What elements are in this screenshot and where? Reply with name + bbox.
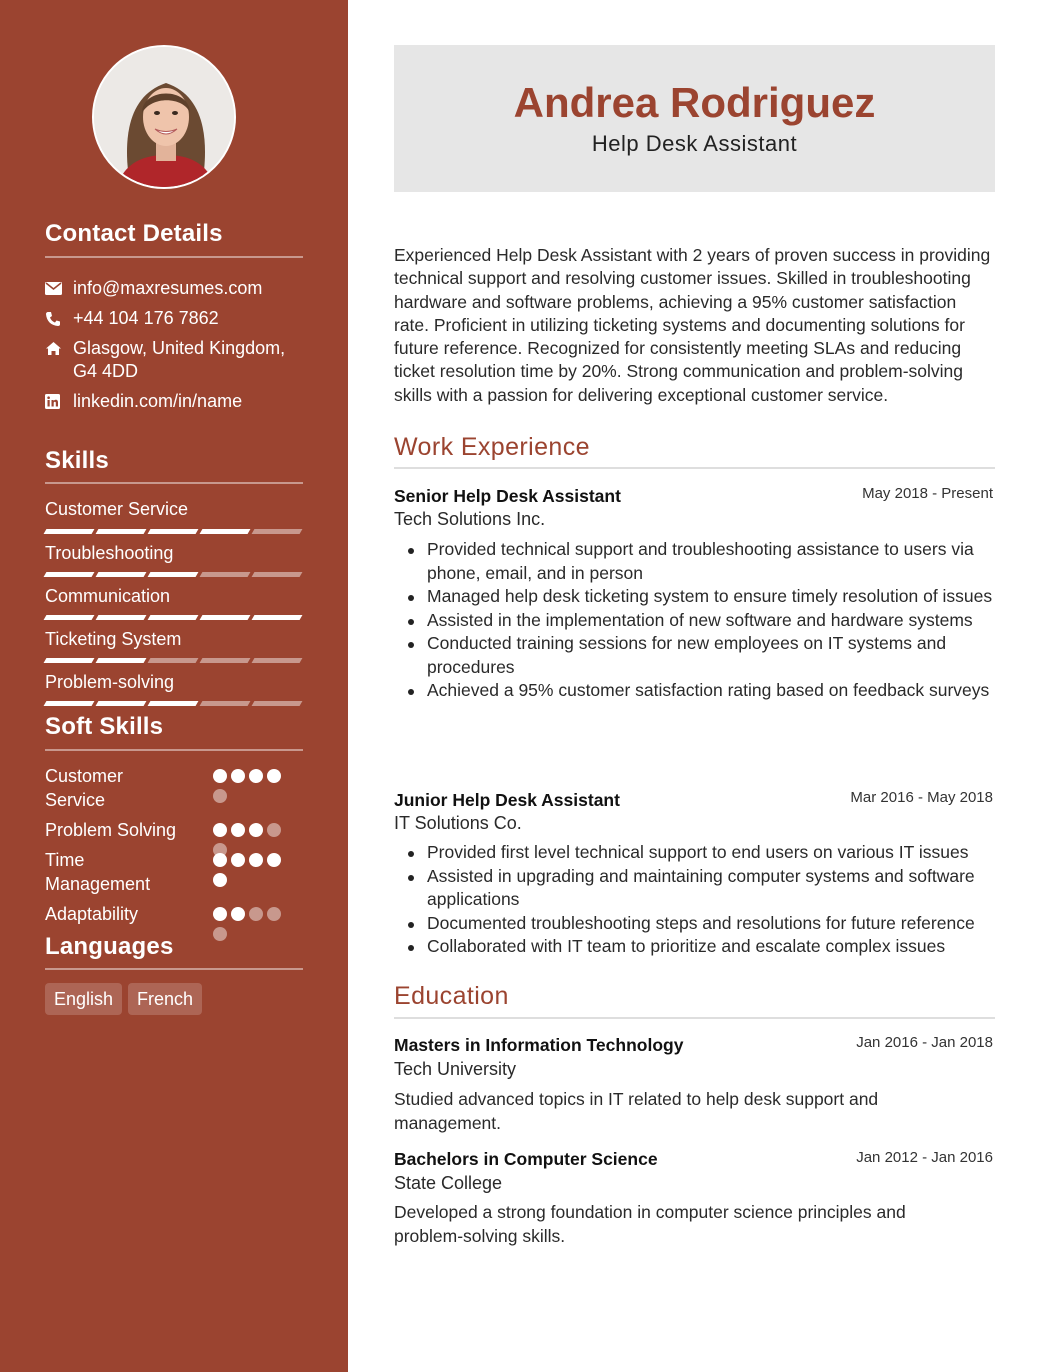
job-company: IT Solutions Co. xyxy=(394,813,522,833)
rating-dot xyxy=(249,907,263,921)
list-item: Collaborated with IT team to prioritize and escalate complex issues xyxy=(405,935,995,959)
home-icon xyxy=(45,337,73,360)
phone-text: +44 104 176 7862 xyxy=(73,308,219,328)
rating-dot xyxy=(267,907,281,921)
skill-level-segment xyxy=(200,701,251,706)
skill-level-segment xyxy=(148,701,199,706)
rating-dot xyxy=(267,769,281,783)
skill-bar xyxy=(45,701,303,706)
job-role: Junior Help Desk Assistant xyxy=(394,790,620,810)
degree-name: Bachelors in Computer Science xyxy=(394,1149,658,1169)
skill-bar xyxy=(45,529,303,534)
profile-photo xyxy=(92,45,236,189)
skills-heading: Skills xyxy=(45,447,109,474)
list-item: Provided technical support and troubleshooting assistance to users via phone, email, and in person xyxy=(405,538,995,585)
rating-dot xyxy=(249,823,263,837)
soft-skill-name: Time Management xyxy=(45,850,151,894)
education-dates: Jan 2016 - Jan 2018 xyxy=(856,1034,993,1051)
soft-skill-name: Adaptability xyxy=(45,904,139,924)
list-item: Conducted training sessions for new employees on IT systems and procedures xyxy=(405,632,995,679)
rating-dot xyxy=(213,907,227,921)
rating-dot xyxy=(213,769,227,783)
soft-skill-name: Problem Solving xyxy=(45,820,177,840)
rating-dot xyxy=(213,853,227,867)
contact-phone xyxy=(45,307,303,330)
skill-bar xyxy=(45,615,303,620)
degree-name: Masters in Information Technology xyxy=(394,1035,684,1055)
skills-divider xyxy=(45,482,303,484)
skill-level-segment xyxy=(200,658,251,663)
skill-level-segment xyxy=(252,658,303,663)
contact-linkedin xyxy=(45,390,303,413)
rating-dot xyxy=(267,853,281,867)
contact-heading: Contact Details xyxy=(45,220,223,247)
skill-level-segment xyxy=(44,572,95,577)
job-bullets xyxy=(405,841,995,959)
skill-name: Ticketing System xyxy=(45,629,182,649)
education-heading: Education xyxy=(394,982,509,1010)
job-dates: May 2018 - Present xyxy=(862,485,993,502)
skill-level-segment xyxy=(96,658,147,663)
education-description: Developed a strong foundation in computer science principles and problem-solving skills. xyxy=(394,1202,906,1246)
work-experience-divider xyxy=(394,467,995,469)
soft-skills-heading: Soft Skills xyxy=(45,713,164,740)
education-divider xyxy=(394,1017,995,1019)
job-bullets xyxy=(405,538,995,703)
skill-bar xyxy=(45,572,303,577)
list-item: Achieved a 95% customer satisfaction rating based on feedback surveys xyxy=(405,679,995,703)
languages-divider xyxy=(45,968,303,970)
profile-summary: Experienced Help Desk Assistant with 2 years of proven success in providing technical support and resolving customer issues. Skilled in troubleshooting hardware and software problems, achieving a 95% customer satisfaction rate. Proficient in utilizing ticketing systems and documenting solutions for future reference. Recognized for consistently meeting SLAs and reducing ticket resolution time by 20%. Strong communication and problem-solving skills with a passion for delivering exceptional customer service. xyxy=(394,245,991,405)
skill-level-segment xyxy=(148,615,199,620)
rating-dot xyxy=(231,907,245,921)
sidebar xyxy=(0,0,348,1372)
contact-address xyxy=(45,337,303,383)
skill-level-segment xyxy=(200,529,251,534)
school-name: State College xyxy=(394,1173,503,1193)
languages-heading: Languages xyxy=(45,933,174,960)
job-title: Help Desk Assistant xyxy=(591,131,798,156)
skill-level-segment xyxy=(44,658,95,663)
skill-level-segment xyxy=(252,529,303,534)
contact-email xyxy=(45,277,303,300)
rating-dot xyxy=(231,769,245,783)
rating-dot xyxy=(231,823,245,837)
linkedin-icon xyxy=(45,390,73,413)
skill-level-segment xyxy=(252,615,303,620)
skill-name: Communication xyxy=(45,586,171,606)
soft-skill-rating xyxy=(213,853,289,887)
rating-dot xyxy=(213,823,227,837)
soft-skill-rating xyxy=(213,769,289,803)
list-item: Provided first level technical support to end users on various IT issues xyxy=(405,841,995,865)
envelope-icon xyxy=(45,277,73,300)
soft-skill-rating xyxy=(213,823,289,857)
language-tag-english: English xyxy=(45,983,122,1015)
rating-dot xyxy=(231,853,245,867)
rating-dot xyxy=(249,853,263,867)
job-company: Tech Solutions Inc. xyxy=(394,509,546,529)
portrait-image xyxy=(94,47,236,189)
list-item: Assisted in the implementation of new software and hardware systems xyxy=(405,609,995,633)
skill-level-segment xyxy=(96,572,147,577)
skill-level-segment xyxy=(96,615,147,620)
address-text: Glasgow, United Kingdom, G4 4DD xyxy=(73,338,286,381)
soft-skills-divider xyxy=(45,749,303,751)
rating-dot xyxy=(213,873,227,887)
skill-level-segment xyxy=(148,529,199,534)
skill-level-segment xyxy=(200,615,251,620)
education-description: Studied advanced topics in IT related to help desk support and management. xyxy=(394,1089,879,1133)
skill-level-segment xyxy=(252,701,303,706)
skill-level-segment xyxy=(252,572,303,577)
phone-icon xyxy=(45,307,73,330)
skill-level-segment xyxy=(96,529,147,534)
job-role: Senior Help Desk Assistant xyxy=(394,486,621,506)
skill-name: Customer Service xyxy=(45,499,189,519)
candidate-name: Andrea Rodriguez xyxy=(513,79,876,126)
rating-dot xyxy=(249,769,263,783)
skill-level-segment xyxy=(44,529,95,534)
skill-level-segment xyxy=(200,572,251,577)
contact-divider xyxy=(45,256,303,258)
skill-level-segment xyxy=(44,701,95,706)
rating-dot xyxy=(267,823,281,837)
list-item: Managed help desk ticketing system to ensure timely resolution of issues xyxy=(405,585,995,609)
soft-skill-name: Customer Service xyxy=(45,766,124,810)
rating-dot xyxy=(213,789,227,803)
job-dates: Mar 2016 - May 2018 xyxy=(850,789,993,806)
skill-level-segment xyxy=(148,658,199,663)
work-experience-heading: Work Experience xyxy=(394,433,590,461)
skill-name: Troubleshooting xyxy=(45,543,174,563)
list-item: Assisted in upgrading and maintaining computer systems and software applications xyxy=(405,865,995,912)
education-dates: Jan 2012 - Jan 2016 xyxy=(856,1149,993,1166)
language-tag-french: French xyxy=(128,983,202,1015)
linkedin-link[interactable]: linkedin.com/in/name xyxy=(73,391,243,411)
list-item: Documented troubleshooting steps and resolutions for future reference xyxy=(405,912,995,936)
skill-name: Problem-solving xyxy=(45,672,175,692)
email-link[interactable]: info@maxresumes.com xyxy=(73,278,263,298)
skill-level-segment xyxy=(44,615,95,620)
skill-bar xyxy=(45,658,303,663)
school-name: Tech University xyxy=(394,1059,517,1079)
skill-level-segment xyxy=(148,572,199,577)
skill-level-segment xyxy=(96,701,147,706)
